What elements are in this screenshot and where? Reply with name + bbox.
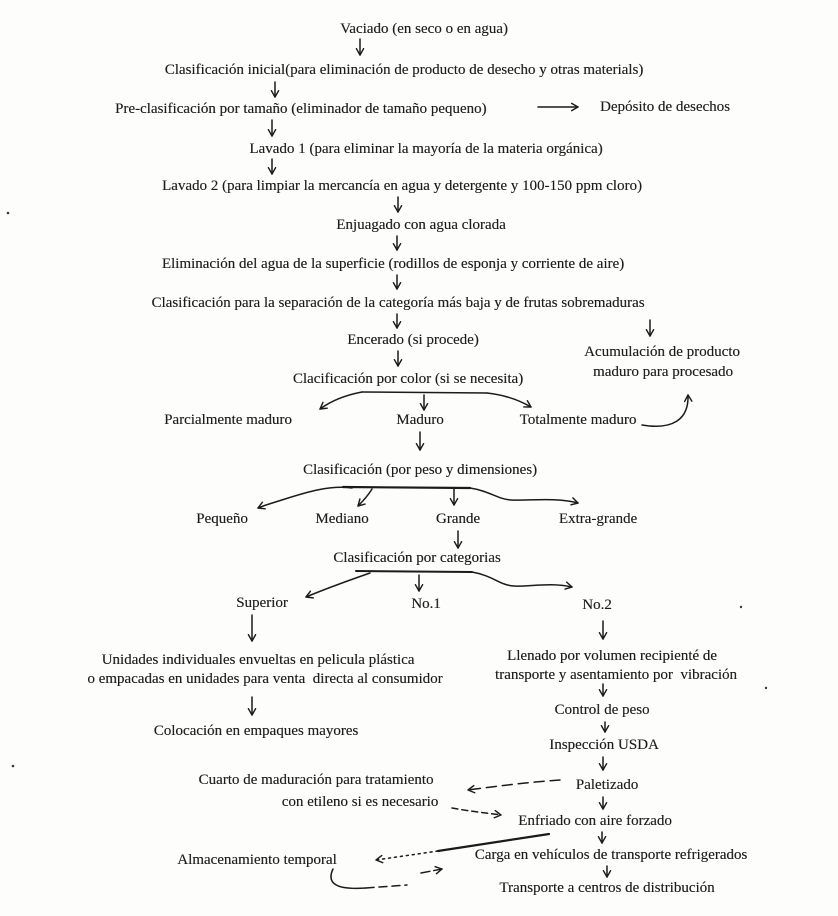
node-unidades-linea1: Unidades individuales envueltas en pelicula plástica [101, 651, 415, 668]
node-cuarto-linea1: Cuarto de maduración para tratamiento [198, 771, 434, 788]
node-clasificacion-categorias: Clasificación por categorias [333, 549, 501, 566]
bracket-peso-to-mediano [358, 489, 372, 506]
node-acumulacion-linea2: maduro para procesado [593, 363, 733, 380]
node-unidades-linea2: o empacadas en unidades para venta directa al consumidor [87, 670, 443, 687]
arrow-paletizado-to-cuarto [468, 780, 560, 790]
node-enfriado: Enfriado con aire forzado [518, 812, 672, 829]
node-lavado-2: Lavado 2 (para limpiar la mercancía en agua y detergente y 100-150 ppm cloro) [162, 177, 642, 194]
node-llenado-linea2: transporte y asentamiento por vibración [494, 666, 738, 683]
node-eliminacion-agua: Eliminación del agua de la superficie (rodillos de esponja y corriente de aire) [161, 255, 625, 272]
bracket-peso-to-extragrande [470, 488, 578, 503]
hook-almacenamiento-dash [366, 885, 407, 888]
scan-speck [740, 606, 742, 608]
arrow-etileno-to-enfriado [452, 808, 501, 815]
bracket-categorias-to-superior [306, 573, 370, 597]
node-paletizado: Paletizado [575, 776, 639, 793]
node-superior: Superior [236, 594, 288, 611]
node-pequeno: Pequeño [196, 510, 248, 527]
bracket-categorias-underline [356, 571, 472, 572]
node-totalmente-maduro: Totalmente maduro [519, 411, 637, 428]
node-clasificacion-inicial: Clasificación inicial(para eliminación de producto de desecho y otras materials) [164, 61, 644, 78]
scan-speck [12, 765, 15, 768]
scan-speck [765, 687, 767, 689]
node-transporte-centros: Transporte a centros de distribución [499, 879, 715, 896]
node-mediano: Mediano [315, 510, 369, 527]
scan-speck [7, 212, 10, 215]
node-deposito-desechos: Depósito de desechos [600, 98, 730, 115]
bracket-categorias-to-no2 [472, 572, 572, 587]
arrow-totalmente-to-acumulacion [642, 395, 688, 426]
bracket-color-to-parcialmente [320, 392, 362, 409]
node-enjuagado: Enjuagado con agua clorada [336, 216, 506, 233]
node-pre-clasificacion: Pre-clasificación por tamaño (eliminador de tamaño pequeno) [115, 100, 487, 117]
node-lavado-1: Lavado 1 (para eliminar la mayoría de la materia orgánica) [249, 140, 603, 157]
node-extra-grande: Extra-grande [558, 510, 638, 527]
bracket-color-plateau [362, 392, 487, 393]
node-clasificacion-peso: Clasificación (por peso y dimensiones) [302, 461, 538, 478]
node-inspeccion-usda: Inspección USDA [549, 736, 659, 753]
node-almacenamiento: Almacenamiento temporal [177, 851, 337, 868]
node-maduro: Maduro [396, 411, 444, 428]
node-llenado-linea1: Llenado por volumen recipienté de [507, 647, 717, 664]
node-parcialmente-maduro: Parcialmente maduro [164, 411, 292, 428]
bracket-peso-to-pequeno [258, 487, 352, 508]
node-no2: No.2 [582, 596, 612, 613]
bracket-color-to-totalmente [487, 393, 531, 407]
arrow-almacenamiento-to-carga [421, 869, 442, 873]
node-carga: Carga en vehículos de transporte refrigerados [474, 846, 748, 863]
node-colocacion: Colocación en empaques mayores [153, 722, 359, 739]
bracket-peso-underline [343, 487, 470, 488]
hook-almacenamiento-curve [331, 869, 366, 888]
node-grande: Grande [435, 510, 481, 527]
arrow-enfriado-to-almacenamiento-dotted [376, 851, 438, 860]
node-control-peso: Control de peso [554, 701, 650, 718]
node-acumulacion-linea1: Acumulación de producto [584, 343, 740, 360]
node-clasificacion-separacion: Clasificación para la separación de la categoría más baja y de frutas sobremaduras [151, 294, 645, 311]
node-clacificacion-color: Clacificación por color (si se necesita) [292, 370, 524, 387]
node-no1: No.1 [411, 595, 441, 612]
node-encerado: Encerado (si procede) [347, 331, 479, 348]
node-cuarto-linea2: con etileno si es necesario [281, 793, 439, 810]
node-vaciado: Vaciado (en seco o en agua) [340, 20, 508, 37]
